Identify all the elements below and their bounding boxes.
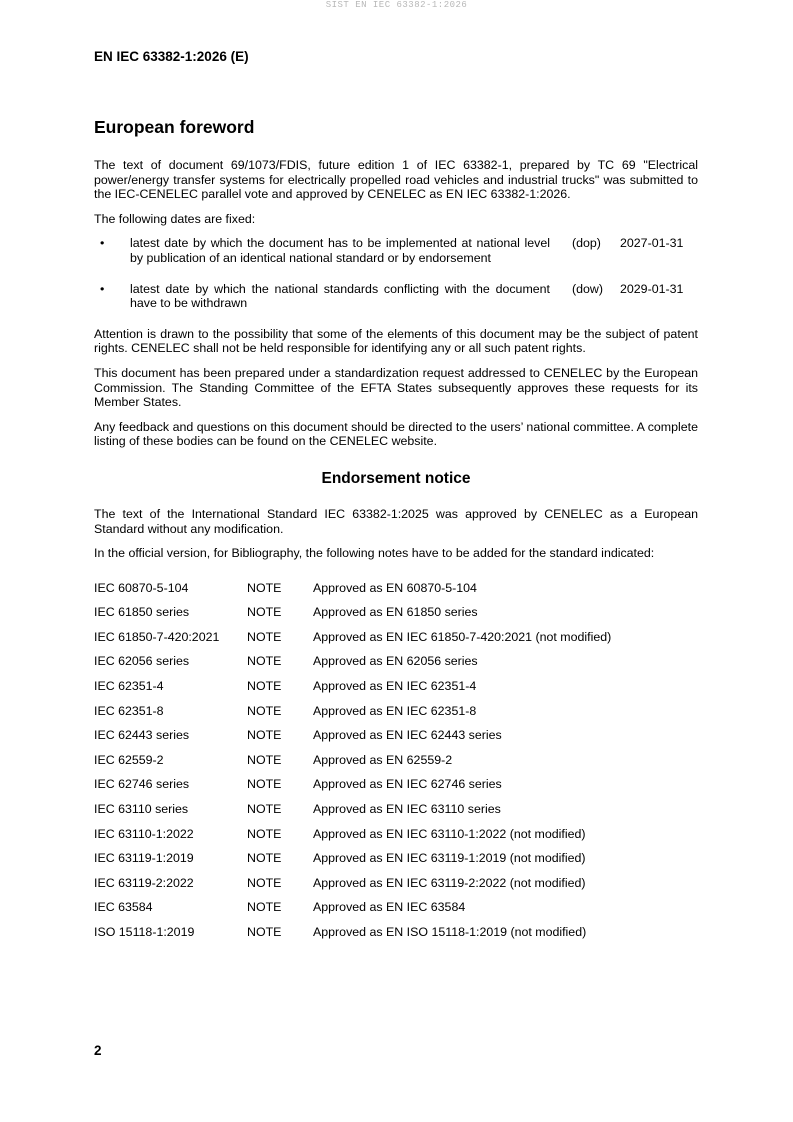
- note-label: NOTE: [247, 629, 282, 644]
- document-identifier: EN IEC 63382-1:2026 (E): [94, 49, 249, 64]
- note-approval: Approved as EN IEC 62443 series: [313, 728, 502, 743]
- dates-intro: The following dates are fixed:: [94, 211, 256, 226]
- note-standard: IEC 63119-2:2022: [94, 875, 194, 890]
- note-approval: Approved as EN IEC 63119-1:2019 (not modified): [313, 851, 586, 866]
- note-row: [94, 654, 698, 679]
- note-approval: Approved as EN IEC 63119-2:2022 (not modified): [313, 875, 586, 890]
- note-row: [94, 777, 698, 802]
- date-item-code: (dow): [572, 281, 603, 296]
- bullet-icon: •: [100, 236, 105, 251]
- note-standard: IEC 62559-2: [94, 752, 164, 767]
- note-approval: Approved as EN IEC 63110-1:2022 (not modified): [313, 826, 586, 841]
- note-approval: Approved as EN 62559-2: [313, 752, 453, 767]
- note-label: NOTE: [247, 728, 282, 743]
- note-label: NOTE: [247, 925, 282, 939]
- feedback-paragraph: Any feedback and questions on this document should be directed to the users’ national committee. A complete listing of these bodies can be found on the CENELEC website.: [94, 419, 698, 449]
- note-row: [94, 753, 698, 778]
- page-number: 2: [94, 1043, 102, 1058]
- date-item-text: latest date by which the document has to be implemented at national level by publication of an identical national standard or by endorsement: [130, 236, 550, 265]
- note-row: [94, 851, 698, 876]
- foreword-title: European foreword: [94, 117, 255, 137]
- note-row: [94, 827, 698, 852]
- foreword-paragraph: The text of document 69/1073/FDIS, future edition 1 of IEC 63382-1, prepared by TC 69 "Electrical power/energy transfer systems for electrically propelled road vehicles and industrial trucks" was submitted to the IEC-CENELEC parallel vote and approved by CENELEC as EN IEC 63382-1:2026.: [94, 158, 698, 202]
- note-approval: Approved as EN 62056 series: [313, 654, 478, 669]
- bullet-icon: •: [100, 281, 105, 296]
- date-item-date: 2029-01-31: [620, 281, 684, 296]
- note-label: NOTE: [247, 802, 282, 817]
- note-row: [94, 802, 698, 827]
- note-approval: Approved as EN IEC 62746 series: [313, 777, 502, 792]
- patent-paragraph: Attention is drawn to the possibility that some of the elements of this document may be the subject of patent rights. CENELEC shall not be held responsible for identifying any or all such patent rights.: [94, 326, 698, 356]
- note-row: [94, 876, 698, 901]
- note-label: NOTE: [247, 752, 282, 767]
- note-row: [94, 581, 698, 606]
- note-standard: IEC 62746 series: [94, 777, 190, 792]
- note-approval: Approved as EN IEC 63584: [313, 900, 466, 915]
- dates-list: [94, 236, 698, 310]
- bibliography-notes-list: [94, 581, 698, 950]
- note-row: [94, 679, 698, 704]
- note-row: [94, 900, 698, 925]
- watermark: SIST EN IEC 63382-1:2026: [325, 0, 468, 10]
- note-label: NOTE: [247, 875, 282, 890]
- note-label: NOTE: [247, 679, 282, 694]
- note-label: NOTE: [247, 900, 282, 915]
- standardization-request-paragraph: This document has been prepared under a standardization request addressed to CENELEC by the European Commission. The Standing Committee of the EFTA States subsequently approves these requests for its Member States.: [94, 365, 698, 410]
- note-label: NOTE: [247, 703, 282, 718]
- date-item-code: (dop): [572, 236, 601, 251]
- endorsement-paragraph: The text of the International Standard IEC 63382-1:2025 was approved by CENELEC as a European Standard without any modification.: [94, 506, 698, 536]
- note-label: NOTE: [247, 580, 282, 595]
- note-row: [94, 605, 698, 630]
- note-standard: ISO 15118-1:2019: [94, 925, 195, 939]
- note-standard: IEC 63584: [94, 900, 153, 915]
- note-row: [94, 925, 698, 950]
- page-content: [94, 116, 698, 950]
- note-standard: IEC 61850-7-420:2021: [94, 629, 220, 644]
- note-approval: Approved as EN 60870-5-104: [313, 580, 477, 595]
- bibliography-notes-intro: In the official version, for Bibliography, the following notes have to be added for the standard indicated:: [94, 546, 655, 561]
- note-standard: IEC 62351-4: [94, 679, 164, 694]
- note-standard: IEC 62443 series: [94, 728, 190, 743]
- note-approval: Approved as EN IEC 63110 series: [313, 802, 501, 817]
- note-standard: IEC 63110 series: [94, 802, 189, 817]
- note-row: [94, 630, 698, 655]
- note-standard: IEC 62056 series: [94, 654, 190, 669]
- note-standard: IEC 61850 series: [94, 605, 190, 620]
- note-standard: IEC 63119-1:2019: [94, 851, 194, 866]
- note-standard: IEC 60870-5-104: [94, 580, 189, 595]
- date-item-date: 2027-01-31: [620, 236, 684, 251]
- note-row: [94, 704, 698, 729]
- date-item: [94, 236, 698, 265]
- note-label: NOTE: [247, 777, 282, 792]
- note-label: NOTE: [247, 605, 282, 620]
- endorsement-title: Endorsement notice: [321, 469, 471, 487]
- date-item: [94, 282, 698, 311]
- note-label: NOTE: [247, 851, 282, 866]
- note-approval: Approved as EN IEC 62351-8: [313, 703, 477, 718]
- note-label: NOTE: [247, 654, 282, 669]
- note-row: [94, 728, 698, 753]
- date-item-text: latest date by which the national standards conflicting with the document have to be withdrawn: [130, 281, 550, 311]
- note-approval: Approved as EN 61850 series: [313, 605, 478, 620]
- note-approval: Approved as EN IEC 62351-4: [313, 679, 477, 694]
- note-standard: IEC 62351-8: [94, 703, 164, 718]
- note-label: NOTE: [247, 826, 282, 841]
- note-approval: Approved as EN IEC 61850-7-420:2021 (not modified): [313, 629, 612, 644]
- note-approval: Approved as EN ISO 15118-1:2019 (not modified): [313, 925, 587, 939]
- note-standard: IEC 63110-1:2022: [94, 826, 194, 841]
